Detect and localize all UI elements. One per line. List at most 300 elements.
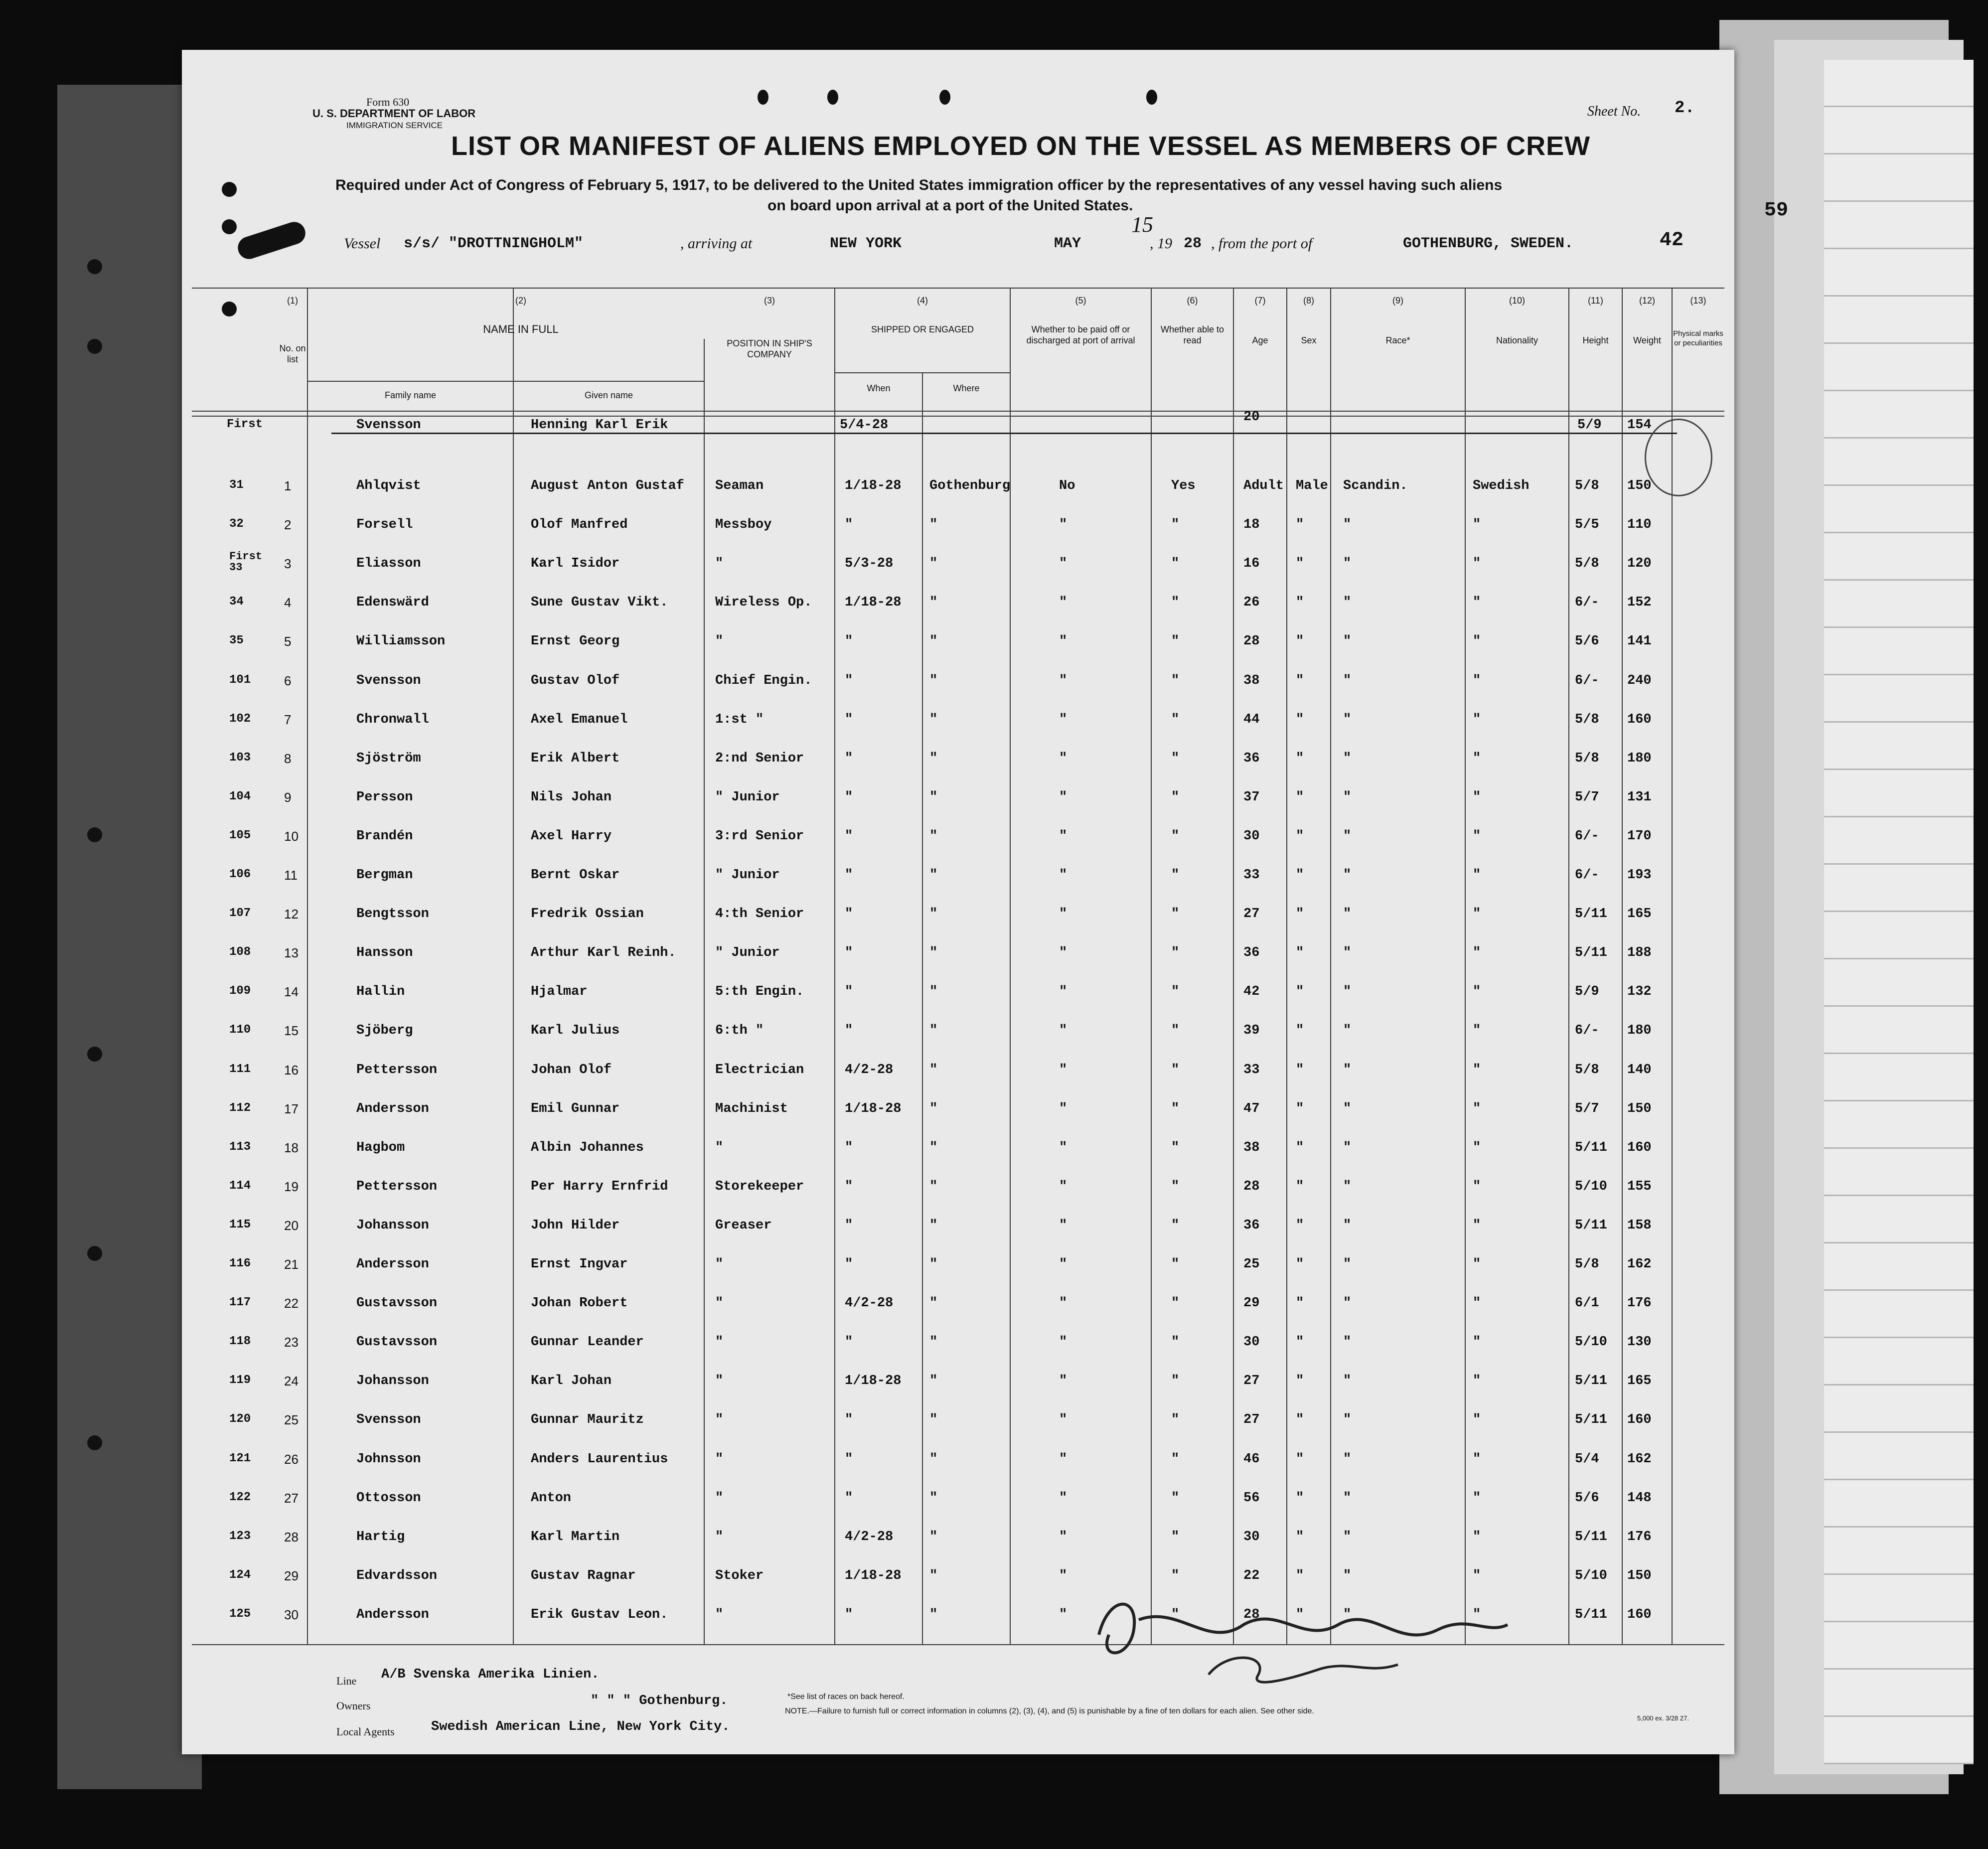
row-age: 18: [1243, 517, 1260, 533]
row-list-number: 21: [284, 1257, 299, 1272]
row-shipped-where: ": [929, 1218, 938, 1233]
row-list-number: 30: [284, 1607, 299, 1622]
col-header-age: Age: [1252, 335, 1268, 345]
row-able-to-read: ": [1171, 634, 1180, 649]
row-margin-number: 107: [229, 907, 251, 921]
row-shipped-when: ": [845, 1140, 853, 1155]
row-sex: ": [1296, 751, 1304, 766]
row-paid-off: ": [1059, 907, 1068, 922]
row-able-to-read: ": [1171, 1140, 1180, 1155]
row-race: ": [1343, 1607, 1352, 1622]
row-shipped-where: ": [929, 1062, 938, 1078]
row-shipped-where: ": [929, 1179, 938, 1194]
col-header-weight: Weight: [1633, 335, 1661, 345]
row-paid-off: ": [1059, 751, 1068, 766]
row-height: 5/7: [1575, 1101, 1599, 1116]
row-able-to-read: ": [1171, 1023, 1180, 1039]
row-height: 5/11: [1575, 907, 1607, 922]
row-shipped-when: ": [845, 1218, 853, 1233]
row-able-to-read: ": [1171, 1335, 1180, 1350]
row-height: 5/11: [1575, 1140, 1607, 1155]
row-nationality: ": [1473, 1296, 1481, 1311]
row-position: ": [715, 1374, 724, 1389]
row-paid-off: ": [1059, 1529, 1068, 1544]
row-weight: 165: [1627, 1374, 1652, 1389]
row-shipped-where: ": [929, 634, 938, 649]
row-paid-off: ": [1059, 595, 1068, 611]
row-given-name: Albin Johannes: [531, 1140, 644, 1155]
row-shipped-when: ": [845, 634, 853, 649]
row-position: 2:nd Senior: [715, 751, 804, 766]
row-weight: 162: [1627, 1257, 1652, 1272]
row-nationality: ": [1473, 789, 1481, 805]
row-given-name: Gustav Olof: [531, 673, 620, 688]
row-weight: 155: [1627, 1179, 1652, 1194]
row-shipped-when: 4/2-28: [845, 1062, 894, 1078]
row-family-name: Johansson: [356, 1218, 429, 1233]
row-family-name: Brandén: [356, 828, 413, 844]
row-nationality: ": [1473, 595, 1481, 611]
row-list-number: 2: [284, 517, 292, 533]
row-race: ": [1343, 1374, 1352, 1389]
row-sex: ": [1296, 828, 1304, 844]
row-shipped-when: ": [845, 789, 853, 805]
row-list-number: 6: [284, 673, 292, 688]
row-able-to-read: ": [1171, 1101, 1180, 1116]
row-able-to-read: ": [1171, 1607, 1180, 1622]
row-nationality: ": [1473, 945, 1481, 961]
row-paid-off: ": [1059, 1412, 1068, 1428]
row-given-name: Anton: [531, 1490, 572, 1506]
row-nationality: ": [1473, 868, 1481, 883]
row-sex: ": [1296, 1023, 1304, 1039]
row-given-name: Axel Harry: [531, 828, 612, 844]
row-nationality: ": [1473, 984, 1481, 1000]
row-race: ": [1343, 907, 1352, 922]
row-weight: 160: [1627, 1607, 1652, 1622]
row-height: 6/-: [1575, 828, 1599, 844]
row-race: ": [1343, 1490, 1352, 1506]
row-shipped-where: ": [929, 751, 938, 766]
row-sex: ": [1296, 1296, 1304, 1311]
row-able-to-read: ": [1171, 1257, 1180, 1272]
row-shipped-where: ": [929, 1451, 938, 1467]
row-age: 33: [1243, 1062, 1260, 1078]
row-margin-number: 117: [229, 1296, 251, 1310]
row-family-name: Hallin: [356, 984, 405, 1000]
row-list-number: 14: [284, 984, 299, 1000]
row-able-to-read: ": [1171, 1296, 1180, 1311]
row-margin-number: 112: [229, 1101, 251, 1115]
row-age: 27: [1243, 1412, 1260, 1428]
row-given-name: Karl Martin: [531, 1529, 620, 1544]
row-shipped-where: Gothenburg: [929, 478, 1011, 493]
arrival-port: NEW YORK: [830, 235, 902, 252]
row-height: 5/11: [1575, 1218, 1607, 1233]
row-race: ": [1343, 751, 1352, 766]
binder-hole: [87, 827, 102, 842]
row-shipped-where: ": [929, 1140, 938, 1155]
row-family-name: Hartig: [356, 1529, 405, 1544]
pre-row-when: 5/4-28: [840, 418, 889, 433]
row-shipped-where: ": [929, 673, 938, 688]
row-margin-number: 110: [229, 1023, 251, 1037]
row-race: ": [1343, 828, 1352, 844]
row-given-name: Karl Julius: [531, 1023, 620, 1039]
row-margin-number: 109: [229, 984, 251, 998]
row-nationality: ": [1473, 556, 1481, 572]
row-list-number: 22: [284, 1296, 299, 1311]
row-sex: ": [1296, 1218, 1304, 1233]
row-given-name: Fredrik Ossian: [531, 907, 644, 922]
row-weight: 158: [1627, 1218, 1652, 1233]
row-given-name: Karl Johan: [531, 1374, 612, 1389]
row-shipped-when: ": [845, 517, 853, 533]
row-position: ": [715, 1490, 724, 1506]
races-footnote: *See list of races on back hereof.: [787, 1693, 905, 1701]
row-weight: 188: [1627, 945, 1652, 961]
row-given-name: Per Harry Ernfrid: [531, 1179, 668, 1194]
row-height: 5/8: [1575, 1257, 1599, 1272]
row-margin-number: 104: [229, 789, 251, 803]
row-nationality: ": [1473, 1529, 1481, 1544]
row-nationality: ": [1473, 1451, 1481, 1467]
binder-edge: [57, 85, 202, 1789]
subtitle-line-1: Required under Act of Congress of February 5, 1917, to be delivered to the United States immigration officer by the representatives of any vessel having such aliens: [335, 177, 1503, 193]
row-height: 5/8: [1575, 712, 1599, 727]
row-family-name: Pettersson: [356, 1062, 438, 1078]
row-shipped-where: ": [929, 1335, 938, 1350]
row-family-name: Gustavsson: [356, 1296, 438, 1311]
row-margin-number: 101: [229, 673, 251, 687]
row-height: 5/4: [1575, 1451, 1599, 1467]
row-race: ": [1343, 1529, 1352, 1544]
row-race: ": [1343, 945, 1352, 961]
row-shipped-when: ": [845, 1179, 853, 1194]
row-height: 5/5: [1575, 517, 1599, 533]
row-paid-off: ": [1059, 828, 1068, 844]
row-able-to-read: ": [1171, 1451, 1180, 1467]
row-given-name: Hjalmar: [531, 984, 588, 1000]
row-sex: ": [1296, 1490, 1304, 1506]
row-height: 5/7: [1575, 789, 1599, 805]
row-margin-number: 114: [229, 1179, 251, 1193]
row-list-number: 3: [284, 556, 292, 572]
row-age: 28: [1243, 1179, 1260, 1194]
row-paid-off: ": [1059, 1451, 1068, 1467]
col-header-where: Where: [953, 383, 980, 393]
row-family-name: Svensson: [356, 1412, 421, 1428]
row-height: 5/6: [1575, 1490, 1599, 1506]
row-nationality: ": [1473, 907, 1481, 922]
row-able-to-read: Yes: [1171, 478, 1196, 493]
arrival-day: 15: [1131, 212, 1153, 237]
row-able-to-read: ": [1171, 828, 1180, 844]
row-weight: 180: [1627, 751, 1652, 766]
row-weight: 150: [1627, 1101, 1652, 1116]
row-given-name: Johan Robert: [531, 1296, 628, 1311]
binder-hole: [87, 1246, 102, 1261]
row-margin-number: 118: [229, 1335, 251, 1349]
col-11-number: (11): [1588, 296, 1603, 306]
row-given-name: August Anton Gustaf: [531, 478, 684, 493]
col-header-given-name: Given name: [584, 390, 633, 400]
row-shipped-when: ": [845, 712, 853, 727]
row-able-to-read: ": [1171, 712, 1180, 727]
row-weight: 150: [1627, 1568, 1652, 1583]
row-sex: ": [1296, 1529, 1304, 1544]
row-age: 22: [1243, 1568, 1260, 1583]
row-nationality: ": [1473, 634, 1481, 649]
row-height: 6/-: [1575, 673, 1599, 688]
row-paid-off: ": [1059, 712, 1068, 727]
row-paid-off: ": [1059, 673, 1068, 688]
row-height: 5/10: [1575, 1568, 1607, 1583]
row-shipped-where: ": [929, 1568, 938, 1583]
col-header-position: POSITION IN SHIP'S COMPANY: [727, 338, 812, 359]
row-shipped-where: ": [929, 1296, 938, 1311]
row-shipped-when: ": [845, 945, 853, 961]
row-able-to-read: ": [1171, 945, 1180, 961]
vessel-label: Vessel: [344, 235, 381, 252]
row-nationality: ": [1473, 1101, 1481, 1116]
row-paid-off: ": [1059, 1490, 1068, 1506]
row-given-name: Nils Johan: [531, 789, 612, 805]
row-position: Machinist: [715, 1101, 788, 1116]
row-shipped-where: ": [929, 1529, 938, 1544]
row-weight: 141: [1627, 634, 1652, 649]
row-shipped-when: 4/2-28: [845, 1529, 894, 1544]
row-margin-number: 108: [229, 945, 251, 959]
row-shipped-where: ": [929, 1374, 938, 1389]
row-age: 56: [1243, 1490, 1260, 1506]
row-sex: ": [1296, 1062, 1304, 1078]
row-nationality: ": [1473, 1335, 1481, 1350]
row-family-name: Svensson: [356, 673, 421, 688]
row-sex: ": [1296, 556, 1304, 572]
row-able-to-read: ": [1171, 868, 1180, 883]
row-race: ": [1343, 1062, 1352, 1078]
row-given-name: Olof Manfred: [531, 517, 628, 533]
row-paid-off: ": [1059, 1607, 1068, 1622]
row-nationality: ": [1473, 1490, 1481, 1506]
row-position: Greaser: [715, 1218, 772, 1233]
row-shipped-where: ": [929, 1490, 938, 1506]
row-given-name: Emil Gunnar: [531, 1101, 620, 1116]
row-nationality: ": [1473, 1179, 1481, 1194]
row-list-number: 1: [284, 478, 292, 493]
row-position: ": [715, 1412, 724, 1428]
row-able-to-read: ": [1171, 673, 1180, 688]
row-height: 5/11: [1575, 1412, 1607, 1428]
pre-row-given-name: Henning Karl Erik: [531, 418, 668, 433]
row-race: ": [1343, 634, 1352, 649]
row-shipped-when: 5/3-28: [845, 556, 894, 572]
american-consul-stamp: [1645, 419, 1712, 496]
row-age: 33: [1243, 868, 1260, 883]
row-weight: 120: [1627, 556, 1652, 572]
row-margin-number: 116: [229, 1257, 251, 1270]
row-position: ": [715, 1296, 724, 1311]
row-shipped-where: ": [929, 907, 938, 922]
row-shipped-where: ": [929, 1023, 938, 1039]
row-paid-off: ": [1059, 1023, 1068, 1039]
row-given-name: Erik Albert: [531, 751, 620, 766]
row-able-to-read: ": [1171, 517, 1180, 533]
row-family-name: Forsell: [356, 517, 413, 533]
row-nationality: ": [1473, 673, 1481, 688]
row-able-to-read: ": [1171, 1374, 1180, 1389]
row-height: 5/6: [1575, 634, 1599, 649]
pre-row-family-name: Svensson: [356, 418, 421, 433]
row-given-name: John Hilder: [531, 1218, 620, 1233]
row-margin-number: First 33: [229, 550, 263, 574]
row-position: Seaman: [715, 478, 764, 493]
row-sex: ": [1296, 634, 1304, 649]
col-6-number: (6): [1187, 296, 1198, 306]
row-position: Wireless Op.: [715, 595, 812, 611]
row-age: 26: [1243, 595, 1260, 611]
row-able-to-read: ": [1171, 751, 1180, 766]
row-sex: ": [1296, 517, 1304, 533]
row-given-name: Arthur Karl Reinh.: [531, 945, 676, 961]
row-height: 5/10: [1575, 1335, 1607, 1350]
row-weight: 165: [1627, 907, 1652, 922]
row-family-name: Gustavsson: [356, 1335, 438, 1350]
row-margin-number: 120: [229, 1412, 251, 1426]
row-list-number: 25: [284, 1412, 299, 1428]
row-shipped-where: ": [929, 828, 938, 844]
form-number: Form 630: [366, 96, 410, 108]
row-list-number: 18: [284, 1140, 299, 1155]
row-race: ": [1343, 595, 1352, 611]
row-shipped-when: ": [845, 1412, 853, 1428]
row-family-name: Chronwall: [356, 712, 429, 727]
row-paid-off: ": [1059, 1257, 1068, 1272]
row-family-name: Edvardsson: [356, 1568, 438, 1583]
row-able-to-read: ": [1171, 907, 1180, 922]
row-paid-off: ": [1059, 1218, 1068, 1233]
row-shipped-when: 4/2-28: [845, 1296, 894, 1311]
row-list-number: 11: [284, 868, 298, 883]
row-weight: 162: [1627, 1451, 1652, 1467]
row-race: ": [1343, 984, 1352, 1000]
row-given-name: Johan Olof: [531, 1062, 612, 1078]
col-2-number: (2): [515, 296, 526, 306]
row-nationality: ": [1473, 828, 1481, 844]
row-height: 5/8: [1575, 1062, 1599, 1078]
row-given-name: Gunnar Leander: [531, 1335, 644, 1350]
row-weight: 132: [1627, 984, 1652, 1000]
row-height: 6/-: [1575, 1023, 1599, 1039]
row-nationality: ": [1473, 517, 1481, 533]
underlying-ledger-sheet: [1824, 60, 1974, 1764]
row-position: 5:th Engin.: [715, 984, 804, 1000]
row-given-name: Ernst Ingvar: [531, 1257, 628, 1272]
row-position: ": [715, 1140, 724, 1155]
row-margin-number: 34: [229, 595, 244, 609]
row-shipped-when: ": [845, 1451, 853, 1467]
from-port-label: , from the port of: [1211, 235, 1313, 252]
row-race: ": [1343, 712, 1352, 727]
row-weight: 152: [1627, 595, 1652, 611]
row-age: 25: [1243, 1257, 1260, 1272]
row-family-name: Andersson: [356, 1257, 429, 1272]
row-margin-number: 122: [229, 1490, 251, 1504]
sheet-number: 2.: [1675, 99, 1695, 118]
row-family-name: Persson: [356, 789, 413, 805]
row-paid-off: ": [1059, 517, 1068, 533]
col-header-paid-off: Whether to be paid off or discharged at port of arrival: [1026, 324, 1135, 345]
row-family-name: Sjöberg: [356, 1023, 413, 1039]
row-weight: 176: [1627, 1529, 1652, 1544]
row-shipped-where: ": [929, 984, 938, 1000]
col-header-able-to-read: Whether able to read: [1160, 324, 1224, 345]
row-height: 5/9: [1575, 984, 1599, 1000]
row-position: ": [715, 634, 724, 649]
binder-hole: [87, 1435, 102, 1450]
row-able-to-read: ": [1171, 1179, 1180, 1194]
row-sex: ": [1296, 1568, 1304, 1583]
row-age: 38: [1243, 673, 1260, 688]
pre-row-weight: 154: [1627, 418, 1652, 433]
col-3-number: (3): [764, 296, 775, 306]
binder-hole: [87, 1047, 102, 1062]
row-shipped-where: ": [929, 1412, 938, 1428]
col-header-sex: Sex: [1301, 335, 1317, 345]
row-given-name: Anders Laurentius: [531, 1451, 668, 1467]
row-weight: 131: [1627, 789, 1652, 805]
row-shipped-where: ": [929, 712, 938, 727]
pre-row-age: 20: [1243, 410, 1260, 425]
row-position: ": [715, 1335, 724, 1350]
row-able-to-read: ": [1171, 595, 1180, 611]
row-list-number: 26: [284, 1451, 299, 1467]
row-shipped-when: ": [845, 828, 853, 844]
row-list-number: 29: [284, 1568, 299, 1583]
row-margin-number: 113: [229, 1140, 251, 1154]
row-weight: 140: [1627, 1062, 1652, 1078]
row-margin-number: 111: [229, 1062, 251, 1076]
row-position: 6:th ": [715, 1023, 764, 1039]
row-margin-number: 31: [229, 478, 244, 492]
vessel-name: s/s/ "DROTTNINGHOLM": [404, 235, 584, 252]
row-age: 36: [1243, 1218, 1260, 1233]
row-sex: ": [1296, 789, 1304, 805]
row-family-name: Hagbom: [356, 1140, 405, 1155]
row-family-name: Johnsson: [356, 1451, 421, 1467]
row-position: 1:st ": [715, 712, 764, 727]
row-able-to-read: ": [1171, 556, 1180, 572]
row-weight: 148: [1627, 1490, 1652, 1506]
corner-number: 42: [1660, 229, 1684, 252]
row-age: 36: [1243, 945, 1260, 961]
row-weight: 160: [1627, 1140, 1652, 1155]
row-list-number: 7: [284, 712, 292, 727]
row-sex: ": [1296, 1335, 1304, 1350]
col-header-height: Height: [1582, 335, 1609, 345]
row-nationality: ": [1473, 1062, 1481, 1078]
row-race: ": [1343, 1218, 1352, 1233]
pre-row-height: 5/9: [1577, 418, 1602, 433]
row-paid-off: ": [1059, 1179, 1068, 1194]
row-shipped-when: ": [845, 1335, 853, 1350]
row-paid-off: ": [1059, 1374, 1068, 1389]
department-name: U. S. DEPARTMENT OF LABOR: [312, 107, 476, 120]
row-list-number: 4: [284, 595, 292, 611]
row-paid-off: ": [1059, 789, 1068, 805]
arrival-month: MAY: [1054, 235, 1081, 252]
